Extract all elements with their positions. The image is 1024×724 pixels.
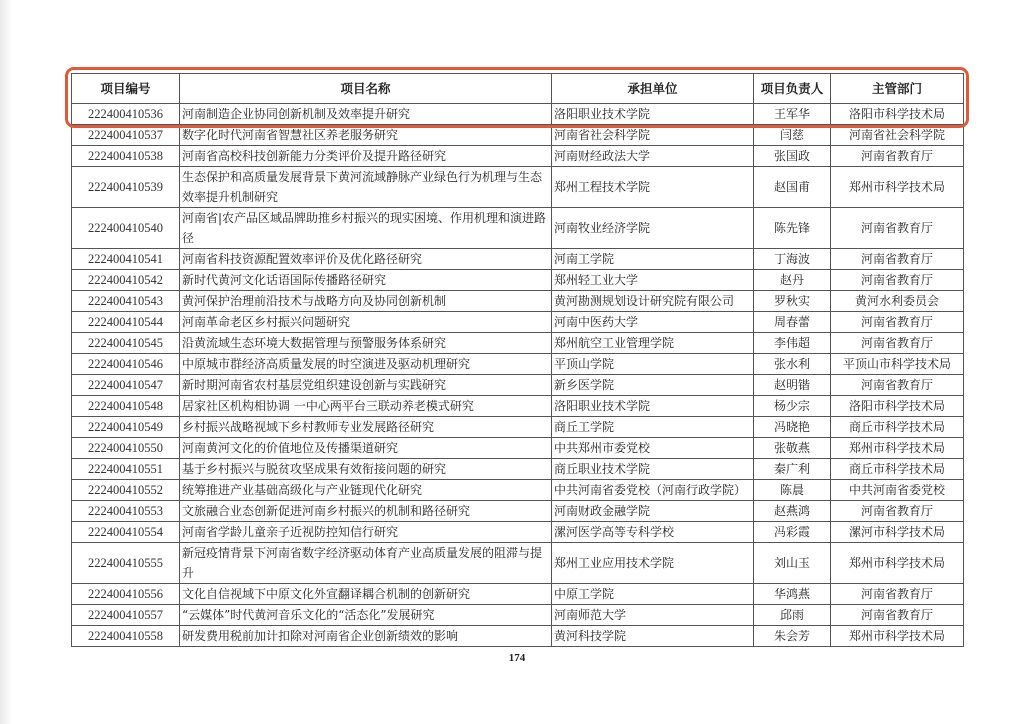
table-header-row: [72, 74, 964, 104]
cell-unit: 河南师范大学: [552, 605, 754, 626]
cell-project-id: 222400410536: [72, 104, 180, 125]
cell-unit: 河南牧业经济学院: [552, 208, 754, 249]
cell-project-id: 222400410542: [72, 270, 180, 291]
cell-project-name: 河南省高校科技创新能力分类评价及提升路径研究: [180, 146, 552, 167]
table-row: [72, 375, 964, 396]
cell-project-name: 研发费用税前加计扣除对河南省企业创新绩效的影响: [180, 626, 552, 647]
cell-leader: 冯彩霞: [754, 522, 831, 543]
cell-project-name: 河南省科技资源配置效率评价及优化路径研究: [180, 249, 552, 270]
cell-leader: 张水利: [754, 354, 831, 375]
cell-project-id: 222400410553: [72, 501, 180, 522]
table-row: [72, 396, 964, 417]
cell-project-id: 222400410539: [72, 167, 180, 208]
header-project-id: 项目编号: [72, 74, 180, 104]
table-row: [72, 125, 964, 146]
table-row: [72, 417, 964, 438]
cell-leader: 陈晨: [754, 480, 831, 501]
table-row: [72, 291, 964, 312]
cell-department: 河南省教育厅: [831, 375, 964, 396]
cell-leader: 杨少宗: [754, 396, 831, 417]
project-table: [71, 73, 964, 647]
cell-department: 郑州市科学技术局: [831, 438, 964, 459]
cell-project-name: 统筹推进产业基础高级化与产业链现代化研究: [180, 480, 552, 501]
table-row: [72, 270, 964, 291]
cell-project-name: 文旅融合业态创新促进河南乡村振兴的机制和路径研究: [180, 501, 552, 522]
cell-department: 河南省教育厅: [831, 146, 964, 167]
cell-unit: 河南工学院: [552, 249, 754, 270]
table-row: [72, 167, 964, 208]
cell-leader: 秦广利: [754, 459, 831, 480]
cell-project-id: 222400410556: [72, 584, 180, 605]
cell-unit: 郑州工业应用技术学院: [552, 543, 754, 584]
cell-project-id: 222400410544: [72, 312, 180, 333]
cell-project-name: 新冠疫情背景下河南省数字经济驱动体育产业高质量发展的阻滞与提升: [180, 543, 552, 584]
table-row: [72, 501, 964, 522]
cell-unit: 郑州航空工业管理学院: [552, 333, 754, 354]
cell-project-id: 222400410555: [72, 543, 180, 584]
cell-leader: 朱会芳: [754, 626, 831, 647]
cell-project-id: 222400410549: [72, 417, 180, 438]
cell-project-id: 222400410543: [72, 291, 180, 312]
cell-project-name: 黄河保护治理前沿技术与战略方向及协同创新机制: [180, 291, 552, 312]
cell-project-name: 文化自信视域下中原文化外宣翻译耦合机制的创新研究: [180, 584, 552, 605]
cell-department: 洛阳市科学技术局: [831, 104, 964, 125]
cell-leader: 邱雨: [754, 605, 831, 626]
cell-department: 河南省社会科学院: [831, 125, 964, 146]
cell-unit: 河南中医药大学: [552, 312, 754, 333]
header-unit: 承担单位: [552, 74, 754, 104]
cell-leader: 闫慈: [754, 125, 831, 146]
table-row: [72, 249, 964, 270]
cell-unit: 河南省社会科学院: [552, 125, 754, 146]
cell-leader: 赵明锴: [754, 375, 831, 396]
cell-project-name: “云媒体”时代黄河音乐文化的“活态化”发展研究: [180, 605, 552, 626]
cell-project-name: 河南革命老区乡村振兴问题研究: [180, 312, 552, 333]
cell-project-id: 222400410557: [72, 605, 180, 626]
cell-project-id: 222400410537: [72, 125, 180, 146]
cell-project-id: 222400410547: [72, 375, 180, 396]
cell-leader: 冯晓艳: [754, 417, 831, 438]
cell-leader: 赵丹: [754, 270, 831, 291]
cell-leader: 李伟超: [754, 333, 831, 354]
cell-unit: 黄河科技学院: [552, 626, 754, 647]
table-row: [72, 438, 964, 459]
cell-unit: 郑州工程技术学院: [552, 167, 754, 208]
cell-project-id: 222400410558: [72, 626, 180, 647]
cell-project-id: 222400410551: [72, 459, 180, 480]
cell-unit: 郑州轻工业大学: [552, 270, 754, 291]
cell-project-name: 沿黄流域生态环境大数据管理与预警服务体系研究: [180, 333, 552, 354]
cell-department: 平顶山市科学技术局: [831, 354, 964, 375]
cell-project-name: 河南省学龄儿童亲子近视防控知信行研究: [180, 522, 552, 543]
table-row: [72, 522, 964, 543]
cell-project-name: 基于乡村振兴与脱贫攻坚成果有效衔接问题的研究: [180, 459, 552, 480]
cell-project-id: 222400410552: [72, 480, 180, 501]
cell-project-id: 222400410541: [72, 249, 180, 270]
cell-leader: 周春蕾: [754, 312, 831, 333]
cell-department: 郑州市科学技术局: [831, 167, 964, 208]
table-row: [72, 333, 964, 354]
table-row: [72, 459, 964, 480]
cell-unit: 漯河医学高等专科学校: [552, 522, 754, 543]
cell-unit: 河南财经政法大学: [552, 146, 754, 167]
cell-project-id: 222400410548: [72, 396, 180, 417]
table-row: [72, 208, 964, 249]
header-department: 主管部门: [831, 74, 964, 104]
cell-project-name: 居家社区机构相协调 一中心两平台三联动养老模式研究: [180, 396, 552, 417]
cell-department: 河南省教育厅: [831, 605, 964, 626]
cell-project-name: 乡村振兴战略视域下乡村教师专业发展路径研究: [180, 417, 552, 438]
cell-department: 郑州市科学技术局: [831, 543, 964, 584]
cell-leader: 刘山玉: [754, 543, 831, 584]
cell-department: 河南省教育厅: [831, 208, 964, 249]
cell-unit: 洛阳职业技术学院: [552, 104, 754, 125]
table-row: [72, 146, 964, 167]
cell-department: 河南省教育厅: [831, 584, 964, 605]
cell-department: 漯河市科学技术局: [831, 522, 964, 543]
cell-department: 河南省教育厅: [831, 270, 964, 291]
cell-leader: 赵国甫: [754, 167, 831, 208]
cell-project-name: 河南制造企业协同创新机制及效率提升研究: [180, 104, 552, 125]
cell-unit: 中共河南省委党校（河南行政学院）: [552, 480, 754, 501]
cell-department: 洛阳市科学技术局: [831, 396, 964, 417]
cell-project-id: 222400410550: [72, 438, 180, 459]
cell-leader: 华鸿燕: [754, 584, 831, 605]
cell-department: 河南省教育厅: [831, 333, 964, 354]
header-leader: 项目负责人: [754, 74, 831, 104]
cell-department: 黄河水利委员会: [831, 291, 964, 312]
cell-unit: 洛阳职业技术学院: [552, 396, 754, 417]
cell-project-id: 222400410540: [72, 208, 180, 249]
cell-department: 商丘市科学技术局: [831, 417, 964, 438]
cell-project-name: 新时期河南省农村基层党组织建设创新与实践研究: [180, 375, 552, 396]
table-row: [72, 312, 964, 333]
cell-leader: 张国政: [754, 146, 831, 167]
cell-project-name: 河南省|农产品区域品牌助推乡村振兴的现实困境、作用机理和演进路径: [180, 208, 552, 249]
cell-project-name: 河南黄河文化的价值地位及传播渠道研究: [180, 438, 552, 459]
table-row: [72, 605, 964, 626]
cell-department: 郑州市科学技术局: [831, 626, 964, 647]
cell-project-id: 222400410554: [72, 522, 180, 543]
cell-unit: 黄河勘测规划设计研究院有限公司: [552, 291, 754, 312]
cell-project-id: 222400410546: [72, 354, 180, 375]
cell-project-id: 222400410538: [72, 146, 180, 167]
page-number: 174: [508, 652, 526, 664]
table-row: [72, 480, 964, 501]
cell-department: 河南省教育厅: [831, 249, 964, 270]
cell-leader: 陈先锋: [754, 208, 831, 249]
cell-leader: 王军华: [754, 104, 831, 125]
cell-department: 河南省教育厅: [831, 312, 964, 333]
cell-department: 中共河南省委党校: [831, 480, 964, 501]
cell-project-name: 新时代黄河文化话语国际传播路径研究: [180, 270, 552, 291]
page-edge-shadow: [0, 0, 12, 724]
cell-project-name: 中原城市群经济高质量发展的时空演进及驱动机理研究: [180, 354, 552, 375]
cell-leader: 丁海波: [754, 249, 831, 270]
cell-project-name: 生态保护和高质量发展背景下黄河流域静脉产业绿色行为机理与生态效率提升机制研究: [180, 167, 552, 208]
cell-unit: 新乡医学院: [552, 375, 754, 396]
cell-leader: 张敬燕: [754, 438, 831, 459]
cell-unit: 中共郑州市委党校: [552, 438, 754, 459]
cell-unit: 河南财政金融学院: [552, 501, 754, 522]
cell-leader: 赵燕鸿: [754, 501, 831, 522]
table-row: [72, 626, 964, 647]
header-project-name: 项目名称: [180, 74, 552, 104]
cell-project-id: 222400410545: [72, 333, 180, 354]
cell-leader: 罗秋实: [754, 291, 831, 312]
table-row: [72, 584, 964, 605]
cell-unit: 商丘工学院: [552, 417, 754, 438]
cell-unit: 中原工学院: [552, 584, 754, 605]
table-row: [72, 354, 964, 375]
cell-department: 河南省教育厅: [831, 501, 964, 522]
cell-unit: 平顶山学院: [552, 354, 754, 375]
table-row: [72, 104, 964, 125]
cell-project-name: 数字化时代河南省智慧社区养老服务研究: [180, 125, 552, 146]
table-row: [72, 543, 964, 584]
cell-unit: 商丘职业技术学院: [552, 459, 754, 480]
cell-department: 商丘市科学技术局: [831, 459, 964, 480]
